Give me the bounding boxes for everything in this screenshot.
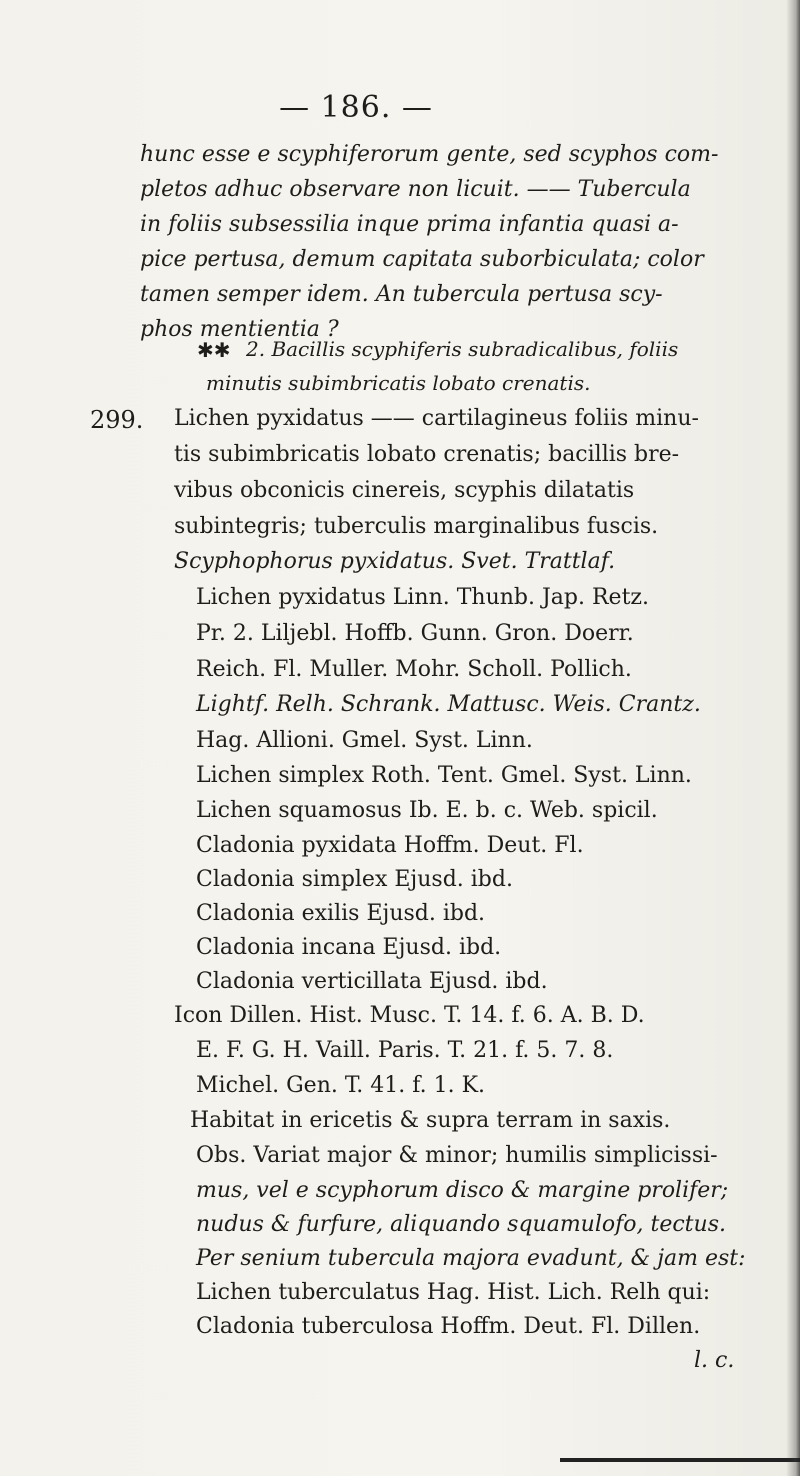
text-line: Cladonia tuberculosa Hoffm. Deut. Fl. Dillen. — [196, 1314, 701, 1339]
text-line: Lichen tuberculatus Hag. Hist. Lich. Relh qui: — [196, 1280, 711, 1305]
text-line: in foliis subsessilia inque prima infantia quasi a- — [140, 212, 679, 237]
text-line: Lichen squamosus Ib. E. b. c. Web. spicil. — [196, 798, 658, 823]
text-line: subintegris; tuberculis marginalibus fuscis. — [174, 514, 659, 539]
text-line: Lichen pyxidatus Linn. Thunb. Jap. Retz. — [196, 585, 649, 610]
text-line: vibus obconicis cinereis, scyphis dilatatis — [174, 478, 635, 503]
text-line: Lightf. Relh. Schrank. Mattusc. Weis. Crantz. — [196, 692, 701, 717]
text-line: phos mentientia ? — [140, 317, 339, 342]
text-line: tis subimbricatis lobato crenatis; bacillis bre- — [174, 442, 680, 467]
text-line: Hag. Allioni. Gmel. Syst. Linn. — [196, 728, 533, 753]
text-line: pletos adhuc observare non licuit. —— Tubercula — [140, 177, 691, 202]
variety-marker-icon: ✱✱ — [197, 338, 231, 362]
text-line: Obs. Variat major & minor; humilis simplicissi- — [196, 1143, 718, 1168]
text-line: Per senium tubercula majora evadunt, & jam est: — [196, 1246, 746, 1271]
text-line: Reich. Fl. Muller. Mohr. Scholl. Pollich. — [196, 657, 632, 682]
text-line: Lichen pyxidatus —— cartilagineus foliis minu- — [174, 406, 699, 431]
text-line: pice pertusa, demum capitata suborbiculata; color — [140, 247, 704, 272]
text-line: 2. Bacillis scyphiferis subradicalibus, foliis — [246, 337, 679, 361]
text-line: Cladonia incana Ejusd. ibd. — [196, 935, 502, 960]
text-line: Icon Dillen. Hist. Musc. T. 14. f. 6. A. B. D. — [174, 1003, 645, 1028]
text-line: Scyphophorus pyxidatus. Svet. Trattlaf. — [174, 549, 616, 574]
text-line: Habitat in ericetis & supra terram in saxis. — [190, 1108, 671, 1133]
text-line: Lichen simplex Roth. Tent. Gmel. Syst. Linn. — [196, 763, 692, 788]
text-line: Michel. Gen. T. 41. f. 1. K. — [196, 1073, 486, 1098]
page-bottom-rule — [560, 1458, 800, 1462]
text-line: minutis subimbricatis lobato crenatis. — [206, 371, 591, 395]
text-line: nudus & furfure, aliquando squamulofo, tectus. — [196, 1212, 726, 1237]
text-line: tamen semper idem. An tubercula pertusa scy- — [140, 282, 663, 307]
text-line: Cladonia verticillata Ejusd. ibd. — [196, 969, 548, 994]
text-line: Cladonia exilis Ejusd. ibd. — [196, 901, 486, 926]
text-line: Pr. 2. Liljebl. Hoffb. Gunn. Gron. Doerr. — [196, 621, 634, 646]
entry-number: 299. — [90, 406, 144, 434]
text-line: Cladonia simplex Ejusd. ibd. — [196, 867, 513, 892]
text-line: mus, vel e scyphorum disco & margine prolifer; — [196, 1178, 729, 1203]
text-line: l. c. — [694, 1348, 735, 1373]
text-line: hunc esse e scyphiferorum gente, sed scyphos com- — [140, 142, 719, 167]
page-edge-shadow — [786, 0, 800, 1476]
text-line: Cladonia pyxidata Hoffm. Deut. Fl. — [196, 833, 584, 858]
text-line: E. F. G. H. Vaill. Paris. T. 21. f. 5. 7. 8. — [196, 1038, 614, 1063]
page-number: — 186. — — [279, 90, 433, 125]
